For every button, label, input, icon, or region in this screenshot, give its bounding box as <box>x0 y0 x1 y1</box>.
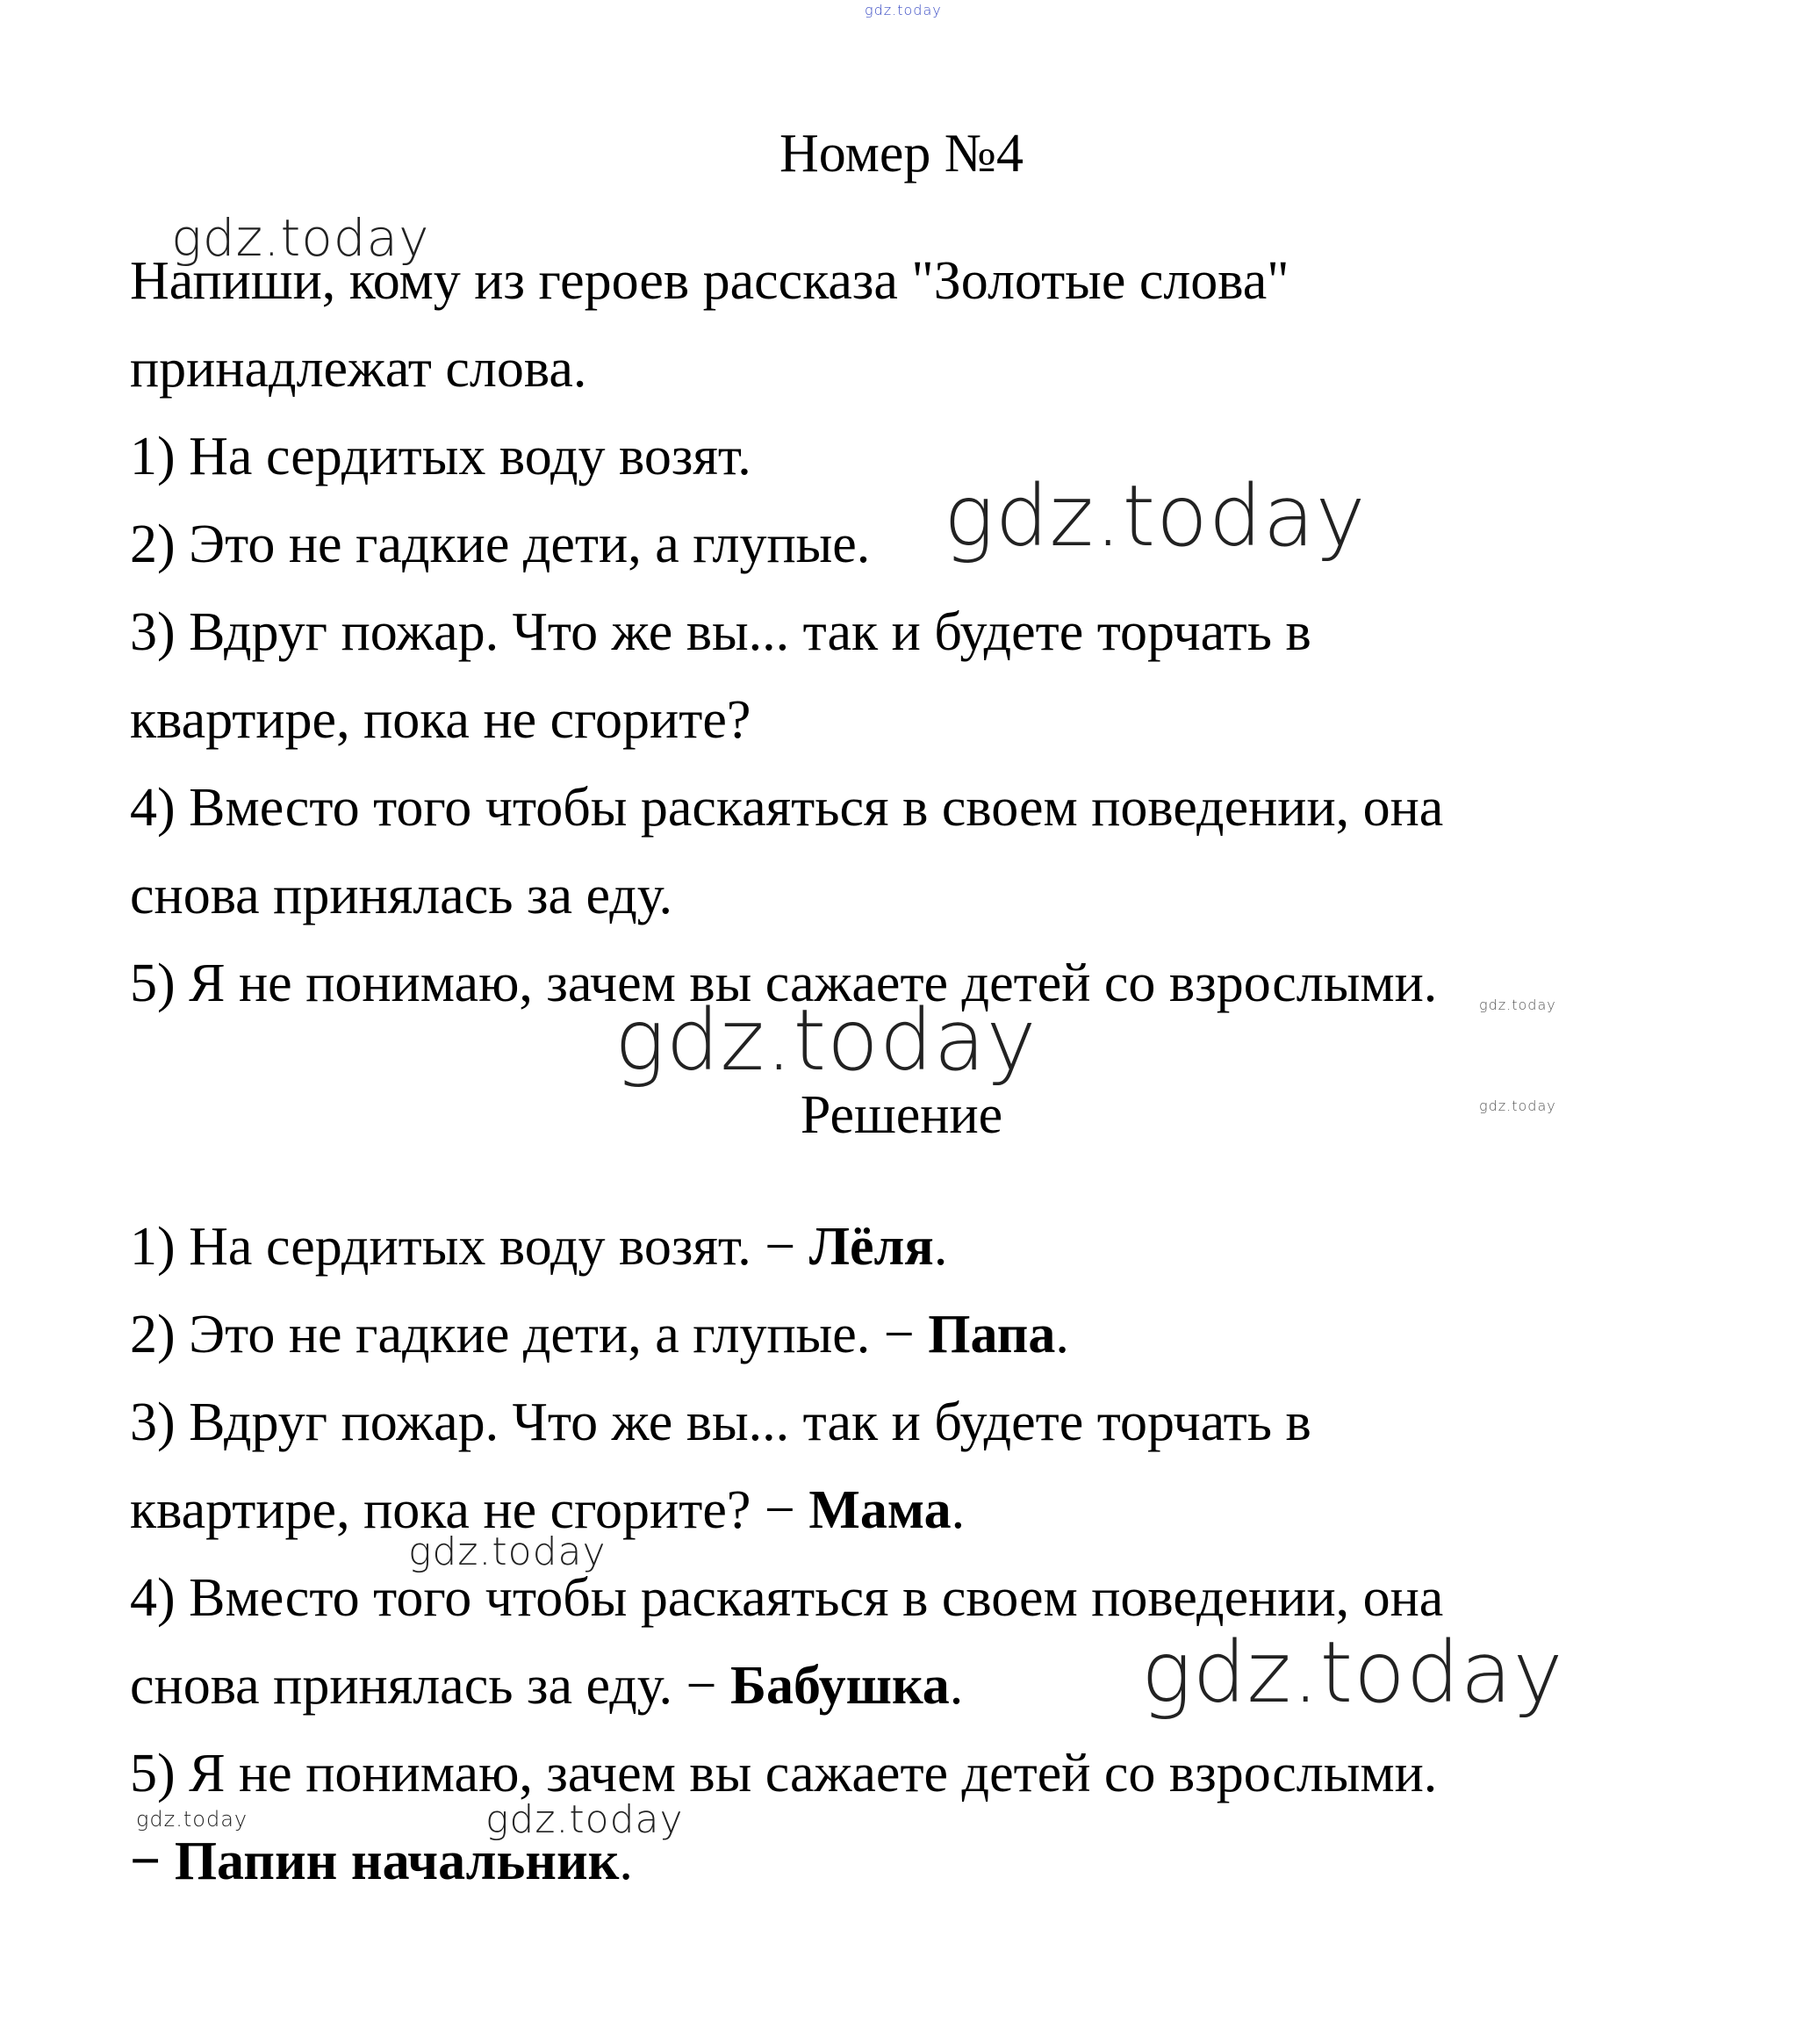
solution-text: 4) Вместо того чтобы раскаяться в своем поведении, она <box>130 1568 1444 1628</box>
solution-answer: Лёля <box>808 1217 934 1277</box>
solution-end: . <box>619 1832 633 1891</box>
task-item: снова принялась за еду. <box>130 866 673 925</box>
watermark: gdz.today <box>171 208 430 268</box>
solution-text: квартире, пока не сгорите? − <box>130 1480 809 1540</box>
solution-end: . <box>1055 1305 1069 1364</box>
solution-answer: Мама <box>808 1480 952 1540</box>
solution-line <box>130 1392 1311 1453</box>
solution-line <box>130 1479 965 1541</box>
solution-line <box>130 1655 963 1717</box>
task-item: 3) Вдруг пожар. Что же вы... так и будете торчать в <box>130 602 1311 662</box>
solution-text: 2) Это не гадкие дети, а глупые. − <box>130 1305 929 1364</box>
task-intro: Напиши, кому из героев рассказа "Золотые слова" <box>130 251 1289 311</box>
solution-line <box>130 1304 1069 1365</box>
solution-line <box>130 1216 947 1278</box>
watermark: gdz.today <box>136 1807 248 1832</box>
solution-end: . <box>933 1217 948 1277</box>
page-title: Номер №4 <box>779 124 1024 184</box>
task-item: 5) Я не понимаю, зачем вы сажаете детей со взрослыми. <box>130 954 1438 1013</box>
solution-text: снова принялась за еду. − <box>130 1656 730 1716</box>
task-item: 1) На сердитых воду возят. <box>130 427 751 486</box>
solution-line <box>130 1743 1437 1804</box>
solution-answer: Бабушка <box>730 1656 950 1716</box>
task-item: квартире, пока не сгорите? <box>130 690 751 750</box>
solution-line <box>130 1831 633 1892</box>
watermark: gdz.today <box>1479 1098 1556 1114</box>
solution-heading: Решение <box>800 1085 1003 1145</box>
watermark: gdz.today <box>408 1529 607 1574</box>
solution-text: 5) Я не понимаю, зачем вы сажаете детей со взрослыми. <box>130 1744 1438 1803</box>
watermark: gdz.today <box>614 991 1038 1090</box>
watermark: gdz.today <box>485 1797 684 1842</box>
solution-line <box>130 1567 1443 1629</box>
solution-end: . <box>949 1656 964 1716</box>
task-item: 4) Вместо того чтобы раскаяться в своем поведении, она <box>130 778 1444 838</box>
solution-answer: − Папин начальник <box>130 1832 620 1891</box>
watermark: gdz.today <box>944 467 1367 565</box>
watermark: gdz.today <box>1479 997 1556 1013</box>
solution-end: . <box>951 1480 966 1540</box>
watermark: gdz.today <box>1141 1623 1564 1722</box>
task-item: 2) Это не гадкие дети, а глупые. <box>130 515 871 574</box>
watermark-top: gdz.today <box>865 2 942 18</box>
solution-answer: Папа <box>928 1305 1056 1364</box>
task-intro: принадлежат слова. <box>130 339 587 399</box>
solution-text: 3) Вдруг пожар. Что же вы... так и будете торчать в <box>130 1393 1311 1452</box>
solution-text: 1) На сердитых воду возят. − <box>130 1217 809 1277</box>
